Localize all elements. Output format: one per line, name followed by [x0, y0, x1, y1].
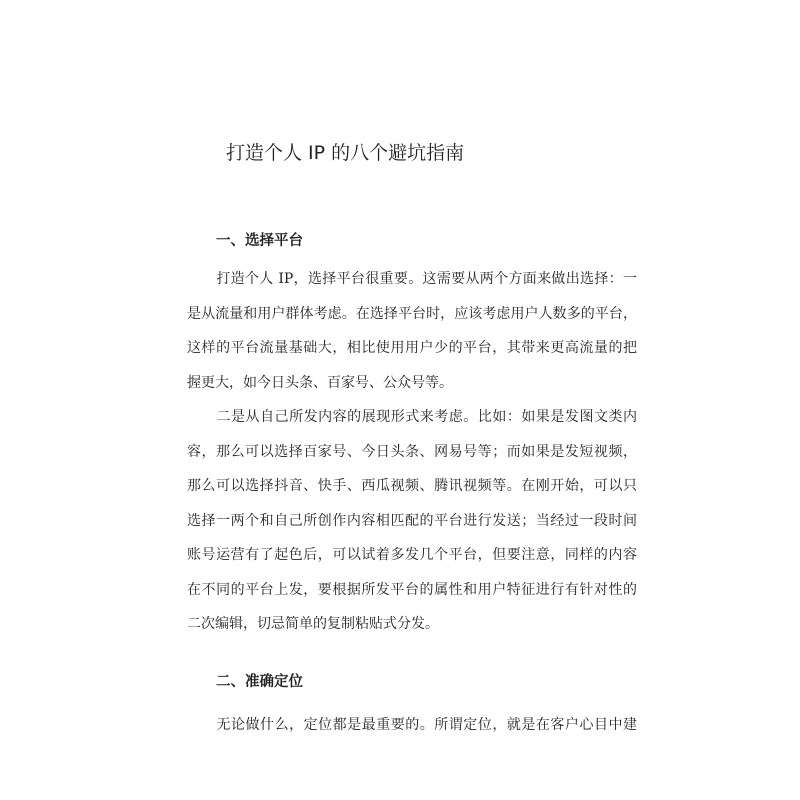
paragraph-line: 握更大，如今日头条、百家号、公众号等。	[187, 374, 453, 391]
section-heading-precise-positioning: 二、准确定位	[216, 674, 303, 690]
paragraph-line: 二是从自己所发内容的展现形式来考虑。比如：如果是发图文类内	[216, 409, 637, 425]
paragraph-line: 无论做什么，定位都是最重要的。所谓定位，就是在客户心目中建	[216, 717, 637, 733]
paragraph-line: 是从流量和用户群体考虑。在选择平台时，应该考虑用户人数多的平台，	[187, 305, 637, 322]
paragraph-2	[187, 400, 637, 642]
paragraph-line: 账号运营有了起色后，可以试着多发几个平台，但要注意，同样的内容	[187, 547, 637, 563]
section-heading-choose-platform: 一、选择平台	[216, 233, 303, 249]
paragraph-line: 选择一两个和自己所创作内容相匹配的平台进行发送；当经过一段时间	[187, 512, 637, 529]
page-title: 打造个人 IP 的八个避坑指南	[226, 142, 465, 164]
paragraph-line: 容，那么可以选择百家号、今日头条、网易号等；而如果是发短视频，	[187, 443, 637, 460]
paragraph-3	[187, 708, 637, 743]
paragraph-line: 打造个人 IP，选择平台很重要。这需要从两个方面来做出选择：一	[216, 271, 637, 287]
paragraph-1	[187, 262, 637, 400]
paragraph-line: 这样的平台流量基础大，相比使用用户少的平台，其带来更高流量的把	[187, 340, 637, 356]
paragraph-line: 在不同的平台上发，要根据所发平台的属性和用户特征进行有针对性的	[187, 581, 637, 598]
paragraph-line: 二次编辑，切忌简单的复制粘贴式分发。	[187, 616, 439, 632]
paragraph-line: 那么可以选择抖音、快手、西瓜视频、腾讯视频等。在刚开始，可以只	[187, 478, 637, 494]
